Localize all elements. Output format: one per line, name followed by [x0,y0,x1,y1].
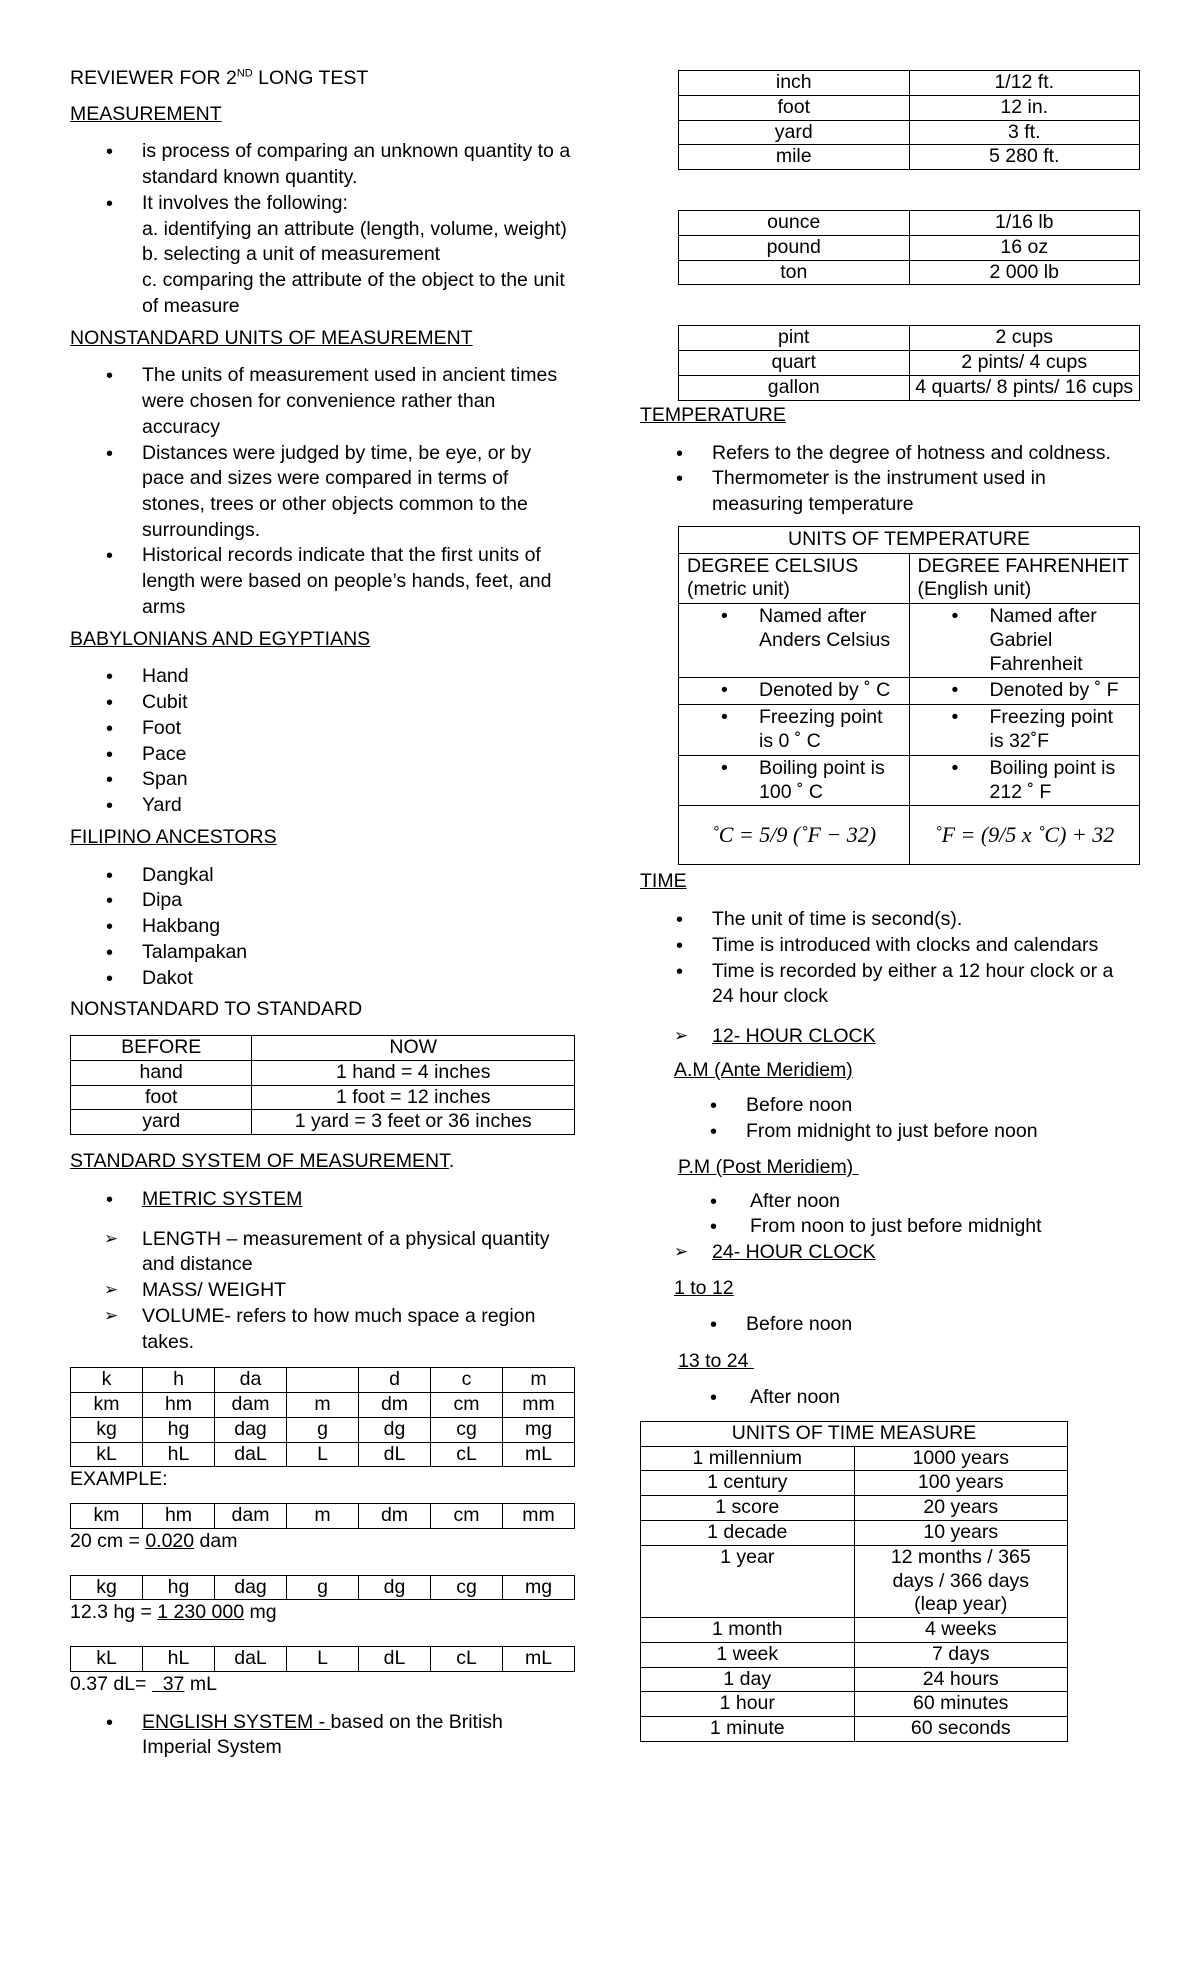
table-title: UNITS OF TEMPERATURE [679,526,1140,553]
temperature-table-wrap [678,526,1140,866]
table-cell: foot [679,95,910,120]
table-cell: 2 cups [909,326,1140,351]
pm-heading: P.M (Post Meridiem) [678,1155,859,1178]
table-cell: daL [215,1442,287,1467]
babylonians-heading: BABYLONIANS AND EGYPTIANS [70,627,371,650]
table-row [679,235,1140,260]
list-item: • Hakbang [70,914,575,940]
english-tables [678,70,1140,401]
table-cell: hand [71,1060,252,1085]
table-cell: cg [431,1417,503,1442]
table-cell: dag [215,1575,287,1600]
list-item: • Span [70,767,575,793]
list-item: • Talampakan [70,940,575,966]
table-cell: 7 days [854,1642,1068,1667]
sub-item: c. comparing the attribute of the object to the unit of measure [142,269,565,317]
table-cell: 1 week [641,1642,855,1667]
celsius-formula: ˚C = 5/9 (˚F − 32) [679,806,910,865]
table-cell: hL [143,1442,215,1467]
temperature-list [640,441,1140,518]
table-cell: daL [215,1647,287,1672]
table-cell: NOW [252,1035,575,1060]
table-cell [287,1368,359,1393]
list-item: • Pace [70,742,575,768]
table-cell: 1 year [641,1545,855,1617]
measurement-heading: MEASUREMENT [70,102,222,125]
table-cell: dL [359,1647,431,1672]
left-column [70,66,575,1765]
range-1-heading: 1 to 12 [674,1276,734,1299]
table-cell: hL [143,1647,215,1672]
table-cell: g [287,1575,359,1600]
right-column [640,70,1140,1742]
time-units-wrap [640,1421,1068,1742]
table-cell: yard [679,120,910,145]
babylonians-list [70,664,575,818]
table-cell: 60 seconds [854,1717,1068,1742]
example-1-answer: 20 cm = 0.020 dam [70,1529,238,1552]
example-3-answer: 0.37 dL= 37 mL [70,1672,217,1695]
time-list [640,907,1140,1010]
table-cell: pound [679,235,910,260]
list-item: • Cubit [70,690,575,716]
table-cell: 1 yard = 3 feet or 36 inches [252,1110,575,1135]
table-cell: 1 minute [641,1717,855,1742]
list-item: • Historical records indicate that the first units of length were based on people’s hands, feet, and arms [70,543,575,620]
table-row [679,526,1140,553]
metric-prefix-table [70,1367,575,1467]
sub-item: b. selecting a unit of measurement [142,243,441,266]
table-cell: 12 in. [909,95,1140,120]
table-row [679,120,1140,145]
table-cell: dL [359,1442,431,1467]
table-cell: 24 hours [854,1667,1068,1692]
clock24-list [640,1240,1140,1266]
table-cell: dm [359,1504,431,1529]
list-item: • The unit of time is second(s). [640,907,1140,933]
filipino-list [70,863,575,992]
table-row [71,1393,575,1418]
table-cell: • Named after Gabriel Fahrenheit [909,604,1140,678]
list-item: • Thermometer is the instrument used in measuring temperature [640,466,1140,517]
table-cell: kL [71,1647,143,1672]
table-row [679,351,1140,376]
list-item: • Hand [70,664,575,690]
table-cell: 1 foot = 12 inches [252,1085,575,1110]
table-cell: c [431,1368,503,1393]
table-cell: inch [679,71,910,96]
range-2-heading: 13 to 24 [678,1350,754,1373]
table-cell: L [287,1647,359,1672]
list-item: • is process of comparing an unknown quantity to a standard known quantity. [70,139,575,190]
sub-item: a. identifying an attribute (length, volume, weight) [142,217,567,240]
table-cell: 1 century [641,1471,855,1496]
title-superscript: ND [236,67,253,80]
table-row [679,211,1140,236]
table-row [679,376,1140,401]
am-heading: A.M (Ante Meridiem) [674,1058,853,1081]
english-volume-table [678,325,1140,400]
table-cell: 1 day [641,1667,855,1692]
temperature-heading: TEMPERATURE [640,403,786,426]
table-row [679,95,1140,120]
table-cell: 1/12 ft. [909,71,1140,96]
table-cell: km [71,1393,143,1418]
list-item: • METRIC SYSTEM [70,1187,575,1213]
english-length-table [678,70,1140,170]
table-cell: gallon [679,376,910,401]
standard-heading: STANDARD SYSTEM OF MEASUREMENT. [70,1150,455,1173]
fahrenheit-formula: ˚F = (9/5 x ˚C) + 32 [909,806,1140,865]
table-cell: h [143,1368,215,1393]
table-row [679,326,1140,351]
table-cell: hm [143,1504,215,1529]
example-label: EXAMPLE: [70,1468,168,1491]
table-row [679,260,1140,285]
list-item: • The units of measurement used in ancient times were chosen for convenience rather than accuracy [70,363,575,440]
list-item: • Yard [70,793,575,819]
list-item: • Before noon [640,1312,1140,1338]
table-cell: 1 month [641,1618,855,1643]
table-row [71,1417,575,1442]
list-item: • Dangkal [70,863,575,889]
table-row [641,1692,1068,1717]
table-cell: cg [431,1575,503,1600]
nonstandard-heading: NONSTANDARD UNITS OF MEASUREMENT [70,326,473,349]
table-cell: 10 years [854,1520,1068,1545]
table-cell: 3 ft. [909,120,1140,145]
range-2-list [640,1385,1140,1411]
clock12-list [640,1024,1140,1050]
list-item: • Time is introduced with clocks and calendars [640,933,1140,959]
table-cell: hg [143,1575,215,1600]
list-item: • Time is recorded by either a 12 hour clock or a 24 hour clock [640,959,1140,1010]
list-item: • Dakot [70,966,575,992]
table-row [679,71,1140,96]
table-row [679,604,1140,678]
table-row [641,1667,1068,1692]
table-cell: kg [71,1575,143,1600]
table-row [679,755,1140,806]
list-item: • Foot [70,716,575,742]
table-cell: • Boiling point is 100 ˚ C [679,755,910,806]
table-cell: 1 score [641,1496,855,1521]
table-row [641,1642,1068,1667]
table-cell: 4 quarts/ 8 pints/ 16 cups [909,376,1140,401]
table-cell: 1 decade [641,1520,855,1545]
table-cell: L [287,1442,359,1467]
metric-arrow-list [70,1227,575,1356]
table-cell: dam [215,1393,287,1418]
table-row [679,806,1140,865]
table-row [641,1471,1068,1496]
table-row [71,1060,575,1085]
example-2-answer: 12.3 hg = 1 230 000 mg [70,1601,277,1624]
time-heading: TIME [640,870,687,893]
list-item: • From midnight to just before noon [640,1119,1140,1145]
table-cell: pint [679,326,910,351]
table-cell: cm [431,1393,503,1418]
table-cell: 12 months / 365 days / 366 days (leap year) [854,1545,1068,1617]
table-cell: km [71,1504,143,1529]
table-cell: k [71,1368,143,1393]
table-cell: dg [359,1417,431,1442]
table-cell: • Denoted by ˚ F [909,678,1140,705]
table-cell: quart [679,351,910,376]
page-title: REVIEWER FOR 2ND LONG TEST [70,67,369,89]
table-cell: d [359,1368,431,1393]
table-cell: 20 years [854,1496,1068,1521]
table-row [641,1618,1068,1643]
table-cell: dg [359,1575,431,1600]
table-cell: 1/16 lb [909,211,1140,236]
am-list [640,1093,1140,1144]
table-cell: dam [215,1504,287,1529]
nonstandard-list [70,363,575,620]
list-item: • After noon [640,1385,1140,1411]
table-cell: • Freezing point is 32˚F [909,705,1140,756]
table-row [679,678,1140,705]
table-row [679,145,1140,170]
table-cell: cL [431,1647,503,1672]
table-cell: BEFORE [71,1035,252,1060]
list-item: ➢ 24- HOUR CLOCK [640,1240,1140,1266]
list-item: ➢ VOLUME- refers to how much space a region takes. [70,1304,575,1355]
table-cell: da [215,1368,287,1393]
example-1-table [70,1503,575,1529]
table-cell: mile [679,145,910,170]
table-cell: 60 minutes [854,1692,1068,1717]
table-row [641,1421,1068,1446]
table-cell: kL [71,1442,143,1467]
table-cell: cL [431,1442,503,1467]
table-cell: • Boiling point is 212 ˚ F [909,755,1140,806]
non-to-std-heading: NONSTANDARD TO STANDARD [70,998,363,1021]
list-item: • Before noon [640,1093,1140,1119]
table-row [71,1085,575,1110]
measurement-list [70,139,575,319]
list-item: ➢ LENGTH – measurement of a physical quantity and distance [70,1227,575,1278]
table-cell: mg [503,1575,575,1600]
table-row [641,1446,1068,1471]
table-cell: m [287,1393,359,1418]
table-title: UNITS OF TIME MEASURE [641,1421,1068,1446]
table-cell: dag [215,1417,287,1442]
table-cell: mL [503,1442,575,1467]
table-cell: m [287,1504,359,1529]
table-cell: • Freezing point is 0 ˚ C [679,705,910,756]
table-cell: 1 hour [641,1692,855,1717]
time-units-table [640,1421,1068,1742]
pm-list [640,1189,1140,1240]
table-cell: 1 millennium [641,1446,855,1471]
table-row [71,1504,575,1529]
table-cell: m [503,1368,575,1393]
list-item: ➢ 12- HOUR CLOCK [640,1024,1140,1050]
list-item: ➢ MASS/ WEIGHT [70,1278,575,1304]
table-cell: 1000 years [854,1446,1068,1471]
non-to-std-table [70,1035,575,1135]
range-1-list [640,1312,1140,1338]
example-3-table [70,1646,575,1672]
table-cell: hm [143,1393,215,1418]
table-row [641,1520,1068,1545]
list-item: • Dipa [70,888,575,914]
table-cell: cm [431,1504,503,1529]
table-cell: 2 000 lb [909,260,1140,285]
table-cell: mL [503,1647,575,1672]
example-2-table [70,1575,575,1601]
table-cell: mm [503,1393,575,1418]
table-row [71,1110,575,1135]
english-weight-table [678,210,1140,285]
list-item: • Distances were judged by time, be eye, or by pace and sizes were compared in terms of stones, trees or other objects common to the surroundings. [70,441,575,544]
table-row [71,1647,575,1672]
list-item: • ENGLISH SYSTEM - based on the British Imperial System [70,1710,575,1761]
table-cell: 5 280 ft. [909,145,1140,170]
table-cell: g [287,1417,359,1442]
table-row [71,1035,575,1060]
table-row [71,1575,575,1600]
table-cell: hg [143,1417,215,1442]
table-row [641,1545,1068,1617]
fahrenheit-header: DEGREE FAHRENHEIT (English unit) [909,553,1140,604]
table-cell: 4 weeks [854,1618,1068,1643]
table-cell: 100 years [854,1471,1068,1496]
table-cell: ounce [679,211,910,236]
table-cell: • Named after Anders Celsius [679,604,910,678]
table-row [679,553,1140,604]
table-row [71,1442,575,1467]
table-row [71,1368,575,1393]
temperature-table [678,526,1140,866]
table-cell: foot [71,1085,252,1110]
list-item: • Refers to the degree of hotness and coldness. [640,441,1140,467]
celsius-header: DEGREE CELSIUS (metric unit) [679,553,910,604]
table-cell: mg [503,1417,575,1442]
table-cell: 2 pints/ 4 cups [909,351,1140,376]
table-cell: • Denoted by ˚ C [679,678,910,705]
list-item: • It involves the following: a. identifying an attribute (length, volume, weight) b. selecting a unit of measurement c. comparing the attribute of the object to the unit of measure [70,191,575,320]
table-cell: 1 hand = 4 inches [252,1060,575,1085]
table-row [641,1717,1068,1742]
table-cell: dm [359,1393,431,1418]
table-cell: ton [679,260,910,285]
table-cell: kg [71,1417,143,1442]
table-cell: mm [503,1504,575,1529]
english-system-list [70,1710,575,1761]
metric-list [70,1187,575,1213]
table-cell: yard [71,1110,252,1135]
table-row [641,1496,1068,1521]
filipino-heading: FILIPINO ANCESTORS [70,825,277,848]
table-cell: 16 oz [909,235,1140,260]
list-item: • From noon to just before midnight [640,1214,1140,1240]
table-row [679,705,1140,756]
list-item: • After noon [640,1189,1140,1215]
